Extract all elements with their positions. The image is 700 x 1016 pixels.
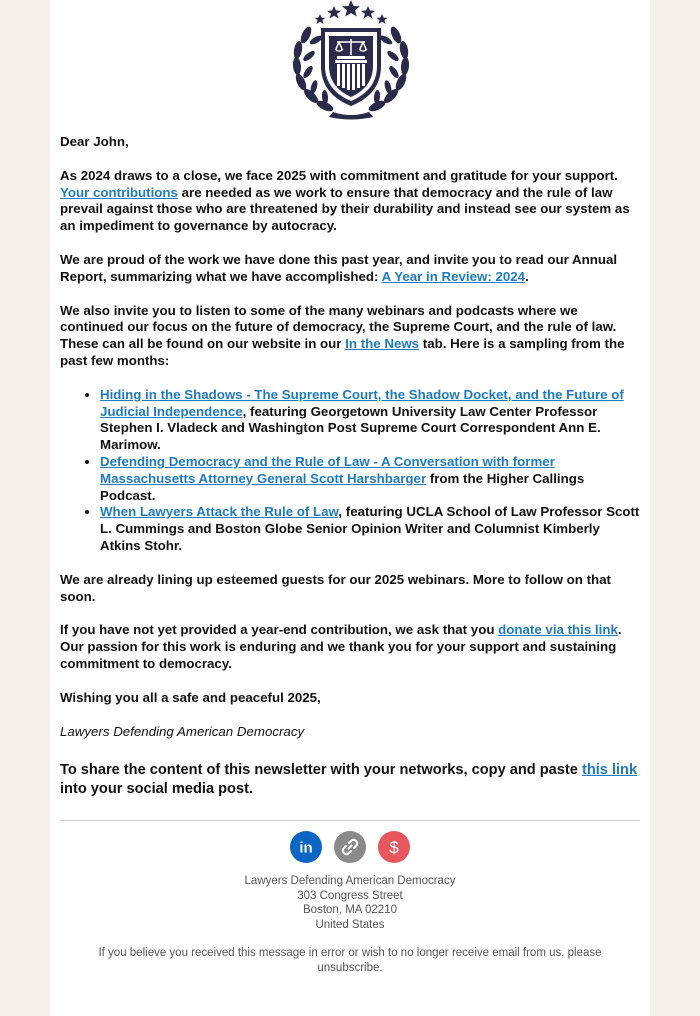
year-in-review-link[interactable]: A Year in Review: 2024	[381, 268, 526, 284]
webinar-link-lawyers-attack[interactable]: When Lawyers Attack the Rule of Law	[100, 504, 339, 520]
linkedin-label: in	[299, 839, 313, 857]
link-icon[interactable]	[334, 831, 366, 863]
in-the-news-link[interactable]: In the News	[345, 336, 420, 352]
webinar-link-shadows[interactable]: Hiding in the Shadows - The Supreme Court, the Shadow Docket, and the Future of Judicial Independence	[100, 386, 624, 419]
webinar-list	[60, 387, 640, 555]
podcast-link-harshbarger[interactable]: Defending Democracy and the Rule of Law - A Conversation with former Massachusetts Attorney General Scott Harshbarger	[100, 453, 555, 486]
footer-street: 303 Congress Street	[297, 889, 403, 902]
footer-address	[50, 874, 650, 932]
contributions-link[interactable]: Your contributions	[60, 184, 178, 200]
paragraph-webinars: We also invite you to listen to some of the many webinars and podcasts where we continued our focus on the future of democracy, the Supreme Court, and the rule of law. These can all be found on our website in our In the News tab. Here is a sampling from the past few months:	[60, 302, 625, 368]
list-item: • When Lawyers Attack the Rule of Law, featuring UCLA School of Law Professor Scott L. Cummings and Boston Globe Senior Opinion Writer and Columnist Kimberly Atkins Stohr.	[100, 504, 640, 554]
list-item: • Hiding in the Shadows - The Supreme Court, the Shadow Docket, and the Future of Judicial Independence, featuring Georgetown University Law Center Professor Stephen I. Vladeck and Washington Post Supreme Court Correspondent Ann E. Marimow.	[100, 387, 640, 454]
donate-link[interactable]: donate via this link	[498, 622, 618, 638]
donate-icon[interactable]	[378, 831, 410, 863]
organization-logo-icon	[289, 0, 413, 120]
footer-city: Boston, MA 02210	[303, 904, 397, 916]
paragraph-upcoming: We are already lining up esteemed guests for our 2025 webinars. More to follow on that soon.	[60, 571, 611, 604]
email-card	[50, 0, 650, 1016]
greeting: Dear John,	[60, 134, 129, 149]
paragraph-annual-report: We are proud of the work we have done this past year, and invite you to read our Annual Report, summarizing what we have accomplished: A Year in Review: 2024.	[60, 251, 618, 284]
email-body	[60, 134, 640, 815]
share-link[interactable]: this link	[581, 762, 638, 779]
share-paragraph: To share the content of this newsletter with your networks, copy and paste this link into your social media post.	[60, 762, 638, 797]
unsubscribe-notice: If you believe you received this message in error or wish to no longer receive email from us, please unsubscribe.	[98, 947, 602, 974]
closing-line: Wishing you all a safe and peaceful 2025,	[60, 689, 321, 705]
paragraph-donate: If you have not yet provided a year-end contribution, we ask that you donate via this link. Our passion for this work is enduring and we thank you for your support and sustaining commitment to democracy.	[60, 622, 622, 671]
donate-label: $	[389, 838, 399, 857]
footer-country: United States	[315, 918, 385, 931]
linkedin-icon[interactable]	[290, 831, 322, 863]
paragraph-intro: As 2024 draws to a close, we face 2025 with commitment and gratitude for your support. Your contributions are needed as we work to ensure that democracy and the rule of law prevail against those who are threatened by their durability and instead see our system as an impediment to governance by autocracy.	[60, 167, 630, 234]
signature: Lawyers Defending American Democracy	[60, 723, 305, 739]
divider	[60, 820, 640, 821]
list-item: • Defending Democracy and the Rule of Law - A Conversation with former Massachusetts Attorney General Scott Harshbarger from the Higher Callings Podcast.	[100, 454, 640, 504]
social-icons	[50, 831, 650, 863]
footer-org: Lawyers Defending American Democracy	[244, 875, 456, 887]
